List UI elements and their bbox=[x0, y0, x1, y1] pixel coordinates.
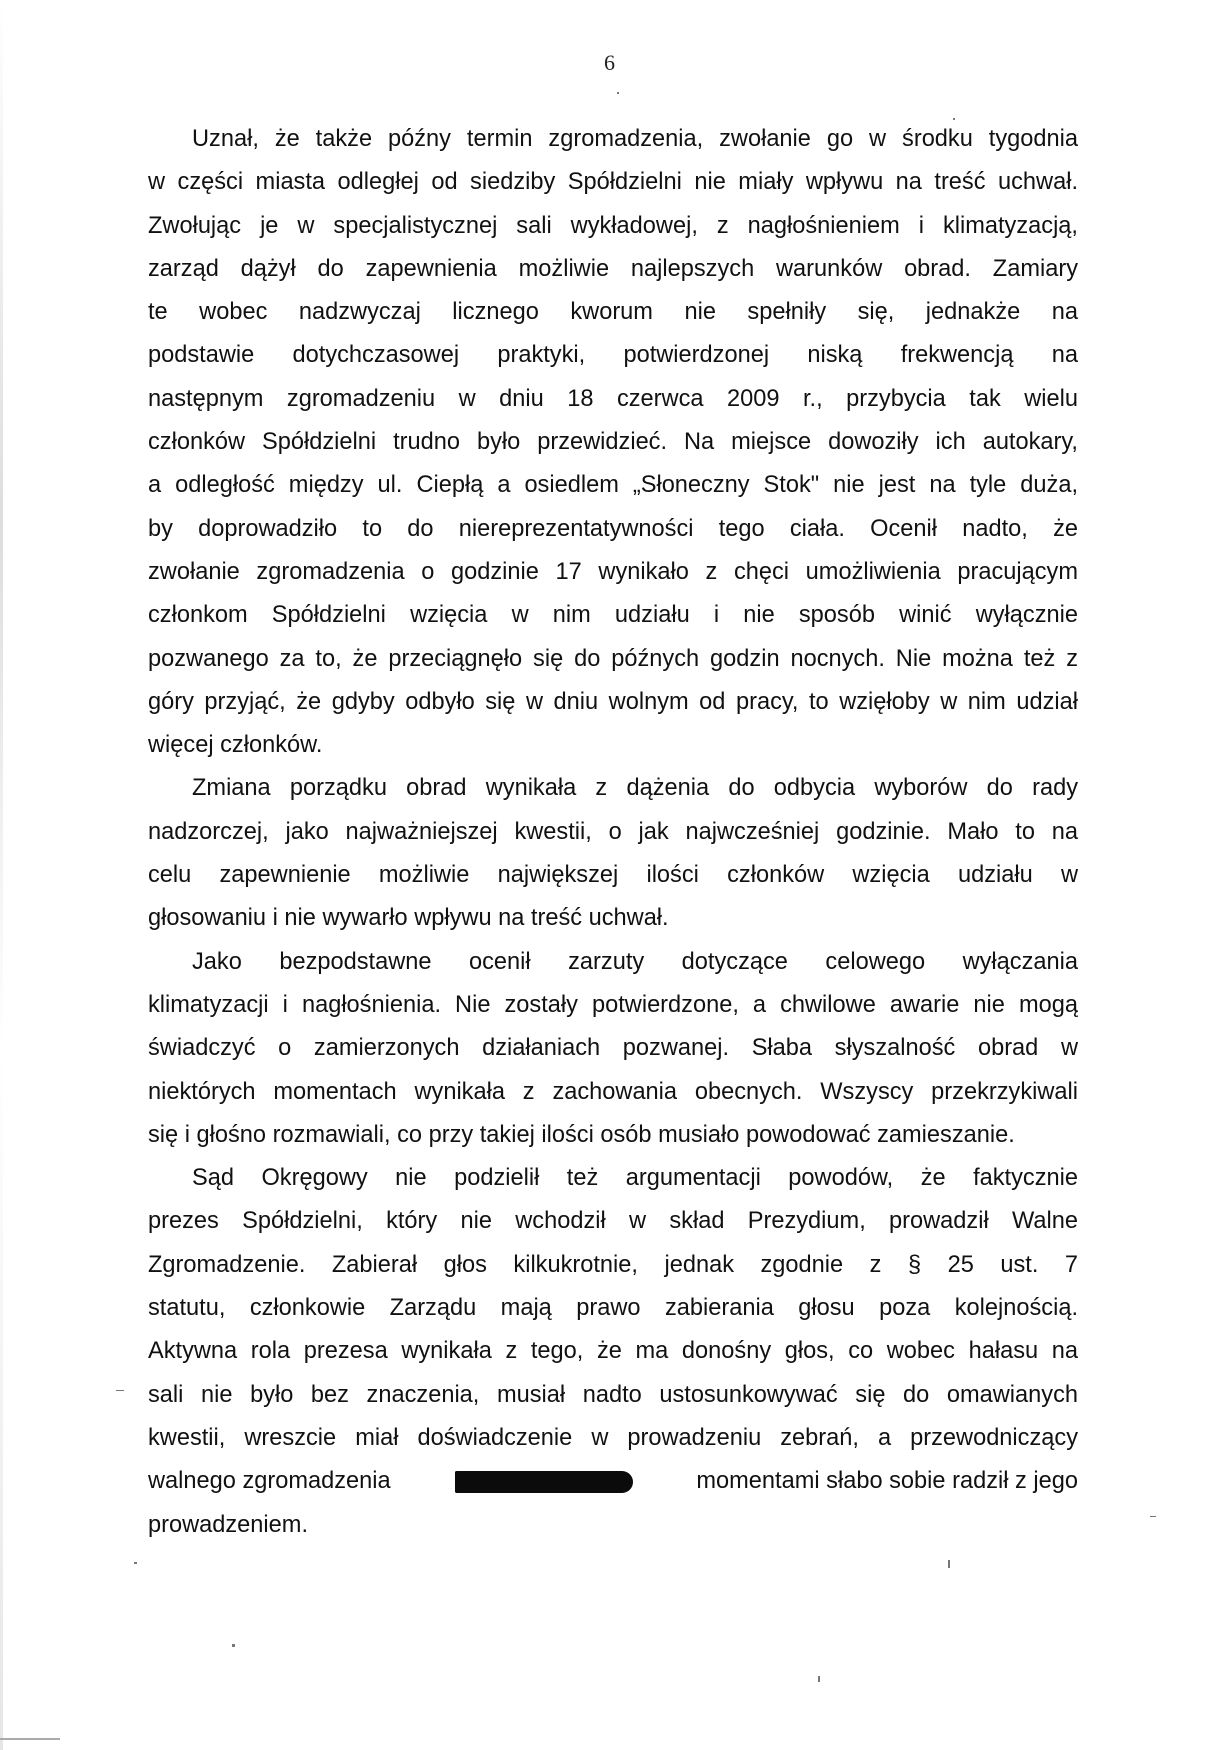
text-line: członkom Spółdzielni wzięcia w nim udziału i nie sposób winić wyłącznie bbox=[148, 602, 1078, 629]
final-line: prowadzeniem. bbox=[148, 1511, 308, 1538]
text-line: statutu, członkowie Zarządu mają prawo zabierania głosu poza kolejnością. bbox=[148, 1295, 1078, 1322]
scan-speck bbox=[116, 1390, 124, 1391]
text-line: Sąd Okręgowy nie podzielił też argumentacji powodów, że faktycznie bbox=[192, 1165, 1078, 1192]
scan-speck bbox=[134, 1562, 137, 1564]
text-line: świadczyć o zamierzonych działaniach pozwanej. Słaba słyszalność obrad w bbox=[148, 1035, 1078, 1062]
text-line: góry przyjąć, że gdyby odbyło się w dniu wolnym od pracy, to wzięłoby w nim udział bbox=[148, 688, 1078, 715]
scan-speck bbox=[617, 92, 619, 94]
text-line: sali nie było bez znaczenia, musiał nadto ustosunkowywać się do omawianych bbox=[148, 1381, 1078, 1408]
text-line: niektórych momentach wynikała z zachowania obecnych. Wszyscy przekrzykiwali bbox=[148, 1078, 1078, 1105]
scan-speck bbox=[953, 118, 955, 120]
scan-speck bbox=[232, 1644, 235, 1647]
text-line: Zgromadzenie. Zabierał głos kilkukrotnie, jednak zgodnie z § 25 ust. 7 bbox=[148, 1251, 1078, 1278]
text-line: kwestii, wreszcie miał doświadczenie w prowadzeniu zebrań, a przewodniczący bbox=[148, 1424, 1078, 1451]
redacted-line-after: momentami słabo sobie radził z jego bbox=[696, 1468, 1078, 1495]
scan-speck bbox=[948, 1560, 950, 1568]
redacted-line bbox=[148, 1460, 1078, 1503]
text-line: prezes Spółdzielni, który nie wchodził w skład Prezydium, prowadził Walne bbox=[148, 1208, 1078, 1235]
text-line: członków Spółdzielni trudno było przewidzieć. Na miejsce dowoziły ich autokary, bbox=[148, 429, 1078, 456]
text-line: pozwanego za to, że przeciągnęło się do późnych godzin nocnych. Nie można też z bbox=[148, 645, 1078, 672]
text-line: Zwołując je w specjalistycznej sali wykładowej, z nagłośnieniem i klimatyzacją, bbox=[148, 212, 1078, 239]
text-line: następnym zgromadzeniu w dniu 18 czerwca 2009 r., przybycia tak wielu bbox=[148, 385, 1078, 412]
text-line: celu zapewnienie możliwie największej ilości członków wzięcia udziału w bbox=[148, 862, 1078, 889]
text-line: Jako bezpodstawne ocenił zarzuty dotyczące celowego wyłączania bbox=[192, 948, 1078, 975]
text-line: więcej członków. bbox=[148, 732, 323, 759]
text-line: by doprowadziło to do niereprezentatywności tego ciała. Ocenił nadto, że bbox=[148, 515, 1078, 542]
scan-edge bbox=[0, 0, 3, 1750]
text-line: a odległość między ul. Ciepłą a osiedlem „Słoneczny Stok" nie jest na tyle duża, bbox=[148, 472, 1078, 499]
text-line: Aktywna rola prezesa wynikała z tego, że ma donośny głos, co wobec hałasu na bbox=[148, 1338, 1078, 1365]
text-line: głosowaniu i nie wywarło wpływu na treść uchwał. bbox=[148, 905, 669, 932]
redacted-line-before: walnego zgromadzenia bbox=[148, 1468, 391, 1495]
text-line: nadzorczej, jako najważniejszej kwestii, o jak najwcześniej godzinie. Mało to na bbox=[148, 818, 1078, 845]
text-line: te wobec nadzwyczaj licznego kworum nie spełniły się, jednakże na bbox=[148, 299, 1078, 326]
text-line: klimatyzacji i nagłośnienia. Nie zostały potwierdzone, a chwilowe awarie nie mogą bbox=[148, 991, 1078, 1018]
text-line: podstawie dotychczasowej praktyki, potwierdzonej niską frekwencją na bbox=[148, 342, 1078, 369]
text-line: zwołanie zgromadzenia o godzinie 17 wynikało z chęci umożliwienia pracującym bbox=[148, 558, 1078, 585]
scan-speck bbox=[818, 1676, 820, 1682]
text-line: zarząd dążył do zapewnienia możliwie najlepszych warunków obrad. Zamiary bbox=[148, 255, 1078, 282]
page-number: 6 bbox=[604, 50, 615, 75]
scan-speck bbox=[0, 1738, 60, 1740]
text-line: Zmiana porządku obrad wynikała z dążenia do odbycia wyborów do rady bbox=[192, 775, 1078, 802]
text-line: Uznał, że także późny termin zgromadzenia, zwołanie go w środku tygodnia bbox=[192, 126, 1078, 152]
document-body bbox=[148, 118, 1078, 1547]
text-line: w części miasta odległej od siedziby Spółdzielni nie miały wpływu na treść uchwał. bbox=[148, 169, 1078, 196]
redaction-mark bbox=[455, 1471, 633, 1493]
scan-speck bbox=[1150, 1516, 1156, 1517]
text-line: się i głośno rozmawiali, co przy takiej ilości osób musiało powodować zamieszanie. bbox=[148, 1121, 1015, 1148]
